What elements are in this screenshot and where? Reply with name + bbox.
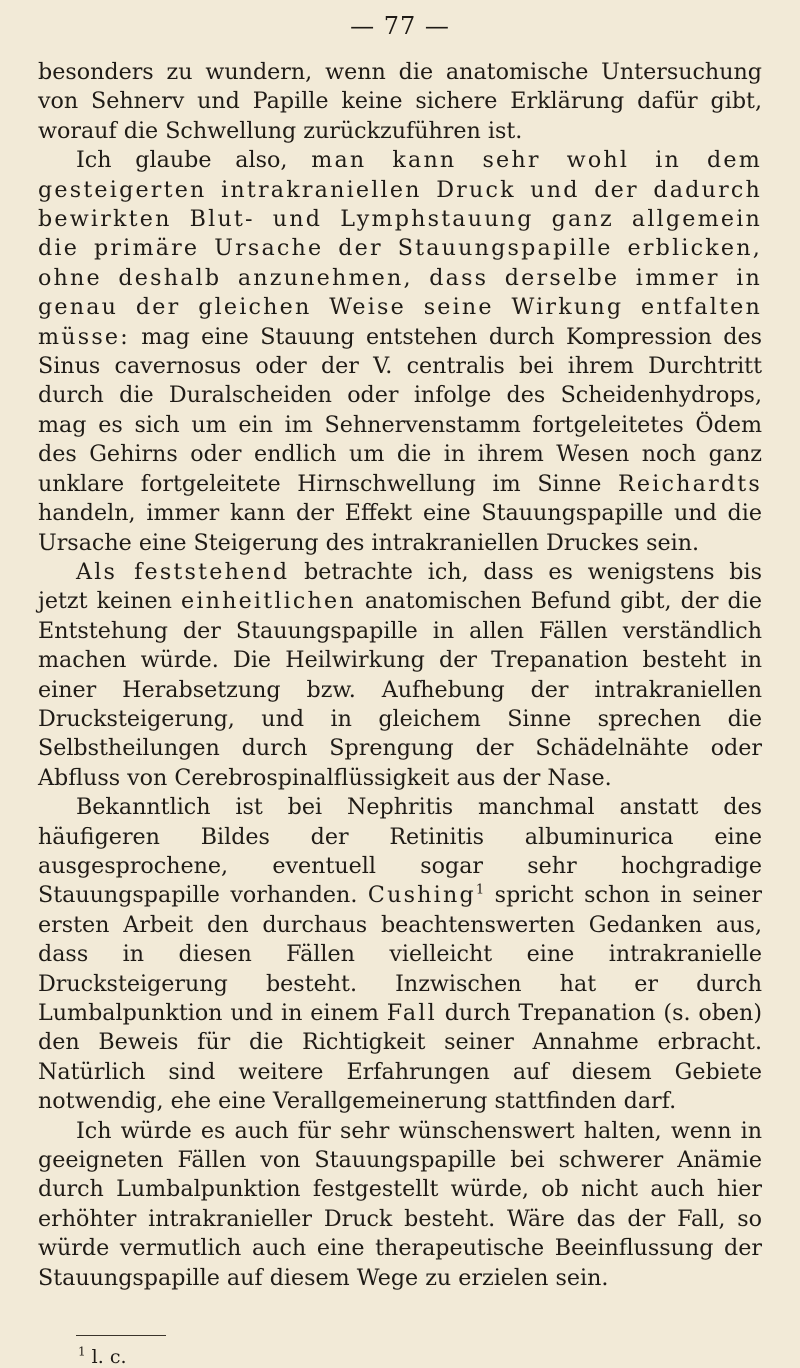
text-run: mag eine Stauung entstehen durch Kompression des Sinus cavernosus oder der V. centralis bei ihrem Durchtritt durch die Duralscheiden oder infolge des Scheidenhydrops, mag es sich um ein im Sehnervenstamm fortgeleitetes Ödem des Gehirns oder endlich um die in ihrem Wesen noch ganz unklare fortgeleitete Hirnschwellung im Sinne: [38, 323, 762, 497]
emphasized-text: Als feststehend: [76, 558, 290, 585]
paragraph-2: [38, 146, 762, 558]
paragraph-4: [38, 793, 762, 1116]
emphasized-text: einheitlichen: [180, 588, 356, 615]
text-body: [38, 58, 762, 1293]
text-run: spricht schon in seiner ersten Arbeit den durchaus beachtenswerten Gedanken aus, dass in diesen Fällen vielleicht eine intrakranielle Drucksteigerung besteht. Inzwischen hat er durch Lumbalpunktion und in einem: [38, 882, 762, 1026]
footnote-reference: 1: [475, 882, 485, 898]
footnote: [78, 1346, 762, 1368]
emphasized-text: Cushing: [367, 882, 476, 909]
footnote-marker: 1: [78, 1344, 86, 1359]
paragraph-5: [38, 1117, 762, 1293]
text-run: Ich würde es auch für sehr wünschenswert halten, wenn in geeigneten Fällen von Stauungspapille bei schwerer Anämie durch Lumbalpunktion festgestellt würde, ob nicht auch hier erhöhter intrakranieller Druck besteht. Wäre das der Fall, so würde vermutlich auch eine therapeutische Beeinflussung der Stauungspapille auf diesem Wege zu erzielen sein.: [38, 1117, 762, 1291]
emphasized-text: Reichardts: [618, 470, 762, 497]
paragraph-3: [38, 558, 762, 793]
footnote-divider: [76, 1335, 166, 1336]
emphasized-text: man kann sehr wohl in dem gesteigerten intrakraniellen Druck und der dadurch bewirkten Blut- und Lymphstauung ganz allgemein die primäre Ursache der Stauungspapille erblicken, ohne deshalb anzunehmen, dass derselbe immer in genau der gleichen Weise seine Wirkung entfalten müsse:: [38, 147, 762, 350]
emphasized-text: Fall: [386, 1000, 437, 1026]
page-number: — 77 —: [350, 12, 450, 40]
text-run: Ich glaube also,: [76, 147, 312, 174]
paragraph-1: [38, 58, 762, 146]
footnote-text: l. c.: [85, 1346, 127, 1368]
text-run: durch Trepanation (s. oben) den Beweis für die Richtigkeit seiner Annahme erbracht. Natürlich sind weitere Erfahrungen auf diesem Gebiete notwendig, ehe eine Verallgemeinerung stattfinden darf.: [38, 1000, 762, 1115]
text-run: anatomischen Befund gibt, der die Entstehung der Stauungspapille in allen Fällen verständlich machen würde. Die Heilwirkung der Trepanation besteht in einer Herabsetzung bzw. Aufhebung der intrakraniellen Drucksteigerung, und in gleichem Sinne sprechen die Selbstheilungen durch Sprengung der Schädelnähte oder Abfluss von Cerebrospinalflüssigkeit aus der Nase.: [38, 588, 762, 791]
text-run: Bekanntlich ist bei Nephritis manchmal anstatt des häufigeren Bildes der Retinitis albuminurica eine ausgesprochene, eventuell sogar sehr hochgradige Stauungspapille vorhanden.: [38, 794, 762, 909]
text-run: betrachte ich, dass es wenigstens bis jetzt keinen: [38, 558, 762, 615]
text-run: besonders zu wundern, wenn die anatomische Untersuchung von Sehnerv und Papille keine sichere Erklärung dafür gibt, worauf die Schwellung zurückzuführen ist.: [38, 59, 762, 144]
text-run: handeln, immer kann der Effekt eine Stauungspapille und die Ursache eine Steigerung des intrakraniellen Druckes sein.: [38, 500, 762, 556]
